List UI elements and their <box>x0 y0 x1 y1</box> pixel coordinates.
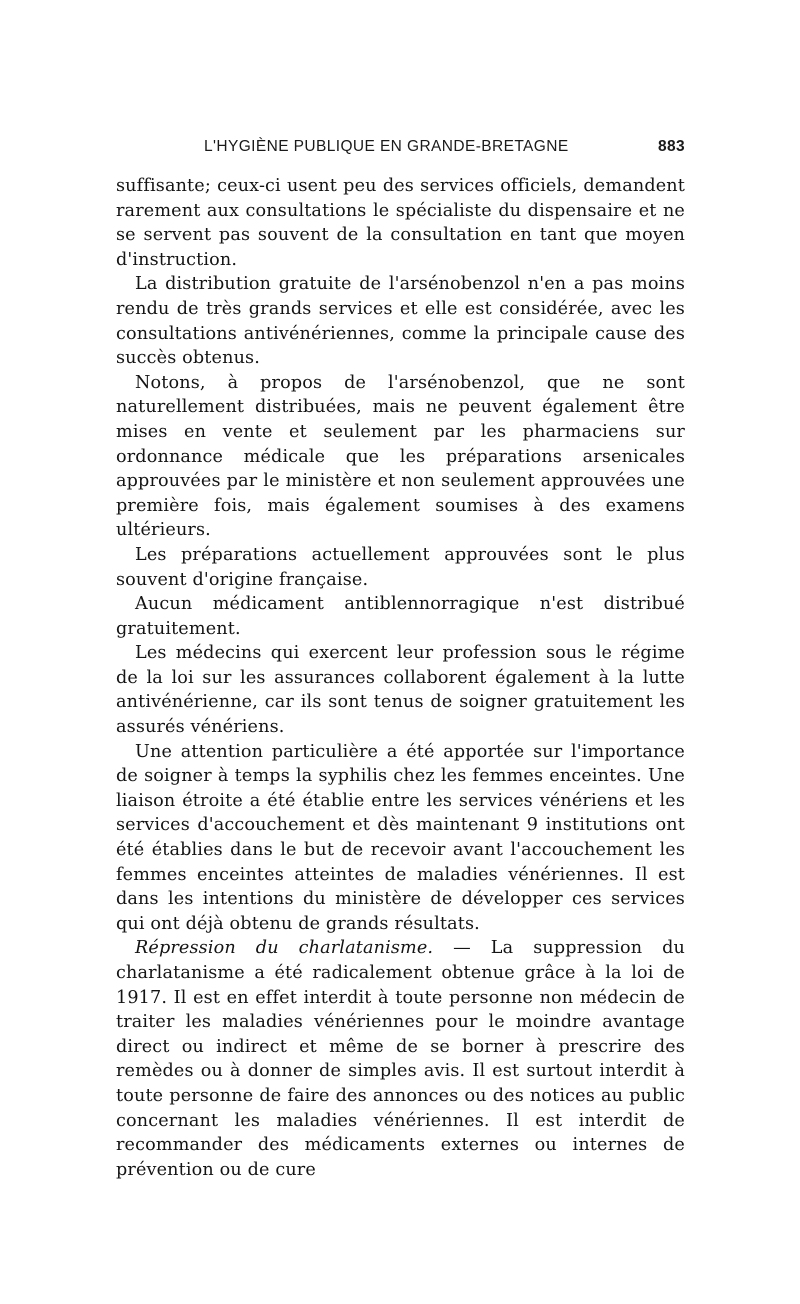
paragraph: La distribution gratuite de l'arsénobenzol n'en a pas moins rendu de très grands services et elle est considérée, avec les consultations antivénériennes, comme la principale cause des succès obtenus. <box>116 274 685 369</box>
section-heading: Répression du charlatanisme. <box>135 938 434 959</box>
section-text: — La suppression du charlatanisme a été radicalement obtenue grâce à la loi de 1917. Il est en effet interdit à toute personne non médecin de traiter les maladies vénériennes pour le moindre avantage direct ou indirect et même de se borner à prescrire des remèdes ou à donner de simples avis. Il est surtout interdit à toute personne de faire des annonces ou des notices au public concernant les maladies vénériennes. Il est interdit de recommander des médicaments externes ou internes de prévention ou de cure <box>116 938 686 1180</box>
running-head <box>116 138 685 160</box>
section-paragraph <box>116 936 685 1182</box>
paragraph: Une attention particulière a été apportée sur l'importance de soigner à temps la syphilis chez les femmes enceintes. Une liaison étroite a été établie entre les services vénériens et les services d'accouchement et dès maintenant 9 institutions ont été établies dans le but de recevoir avant l'accouchement les femmes enceintes atteintes de maladies vénériennes. Il est dans les intentions du ministère de développer ces services qui ont déjà obtenu de grands résultats. <box>116 741 685 934</box>
paragraph: Les médecins qui exercent leur profession sous le régime de la loi sur les assurances collaborent également à la lutte antivénérienne, car ils sont tenus de soigner gratuitement les assurés vénériens. <box>116 643 685 738</box>
running-title: L'HYGIÈNE PUBLIQUE EN GRANDE-BRETAGNE <box>204 138 569 155</box>
page-number: 883 <box>657 138 685 155</box>
paragraph: Les préparations actuellement approuvées sont le plus souvent d'origine française. <box>116 544 685 590</box>
paragraph: suffisante; ceux-ci usent peu des services officiels, demandent rarement aux consultations le spécialiste du dispensaire et ne se servent pas souvent de la consultation en tant que moyen d'instruction. <box>116 176 685 270</box>
body-text <box>116 174 685 1182</box>
paragraph: Notons, à propos de l'arsénobenzol, que ne sont naturellement distribuées, mais ne peuvent également être mises en vente et seulement par les pharmaciens sur ordonnance médicale que les préparations arsenicales approuvées par le ministère et non seulement approuvées une première fois, mais également soumises à des examens ultérieurs. <box>116 372 685 541</box>
paragraph: Aucun médicament antiblennorragique n'est distribué gratuitement. <box>116 594 685 639</box>
